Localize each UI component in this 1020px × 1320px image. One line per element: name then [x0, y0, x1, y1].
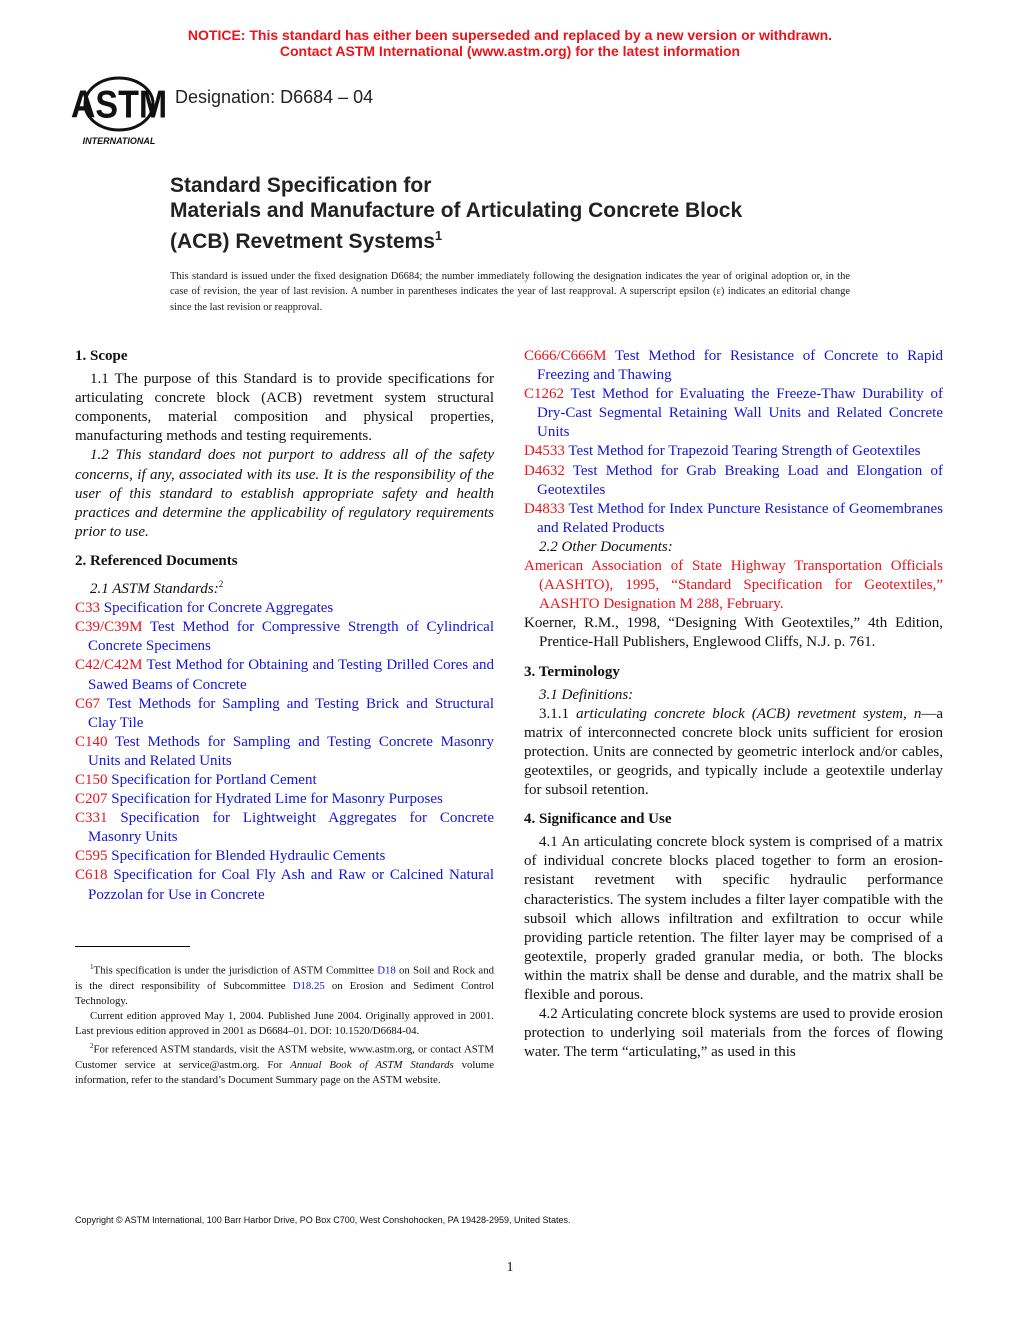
reference-item[interactable] — [75, 599, 494, 618]
reference-code[interactable]: C618 — [75, 867, 108, 884]
reference-code[interactable]: C150 — [75, 771, 108, 788]
reference-code[interactable]: C67 — [75, 695, 101, 712]
title-line1: Standard Specification for — [170, 174, 432, 197]
notice-line1: NOTICE: This standard has either been superseded and replaced by a new version or withdrawn. — [187, 27, 833, 43]
reference-item[interactable] — [75, 809, 494, 847]
significance-heading: 4. Significance and Use — [524, 811, 672, 828]
reference-code[interactable]: C666/C666M — [524, 348, 607, 364]
definition-acb: 3.1.1 articulating concrete block (ACB) revetment system, n—a matrix of interconnected concrete block units sufficient for erosion protection. Units are connected by geometric interlock and/or cables, geotextiles, or geogrids, and typically include a geotextile underlay for subsoil retention. — [524, 705, 944, 799]
terminology-heading: 3. Terminology — [524, 663, 620, 680]
reference-code[interactable]: D4533 — [524, 443, 565, 460]
scope-heading: 1. Scope — [75, 348, 128, 364]
reference-code[interactable]: C140 — [75, 733, 108, 750]
reference-title[interactable]: Test Methods for Sampling and Testing Concrete Masonry Units and Related Units — [88, 733, 495, 769]
reference-code[interactable]: C331 — [75, 810, 108, 827]
footnote-1: $^1$This specification is under the jurisdiction of ASTM Committee D18 on Soil and Rock and is the direct responsibility of Subcommittee D18.25 on Erosion and Sediment Control Technology. — [75, 963, 494, 1007]
page-number: 1 — [506, 1260, 514, 1275]
reference-title[interactable]: Specification for Portland Cement — [111, 771, 317, 788]
reference-title[interactable]: Test Method for Trapezoid Tearing Strength of Geotextiles — [568, 443, 921, 460]
reference-code[interactable]: C1262 — [524, 386, 565, 403]
reference-item[interactable] — [75, 771, 494, 790]
reference-code[interactable]: C42/C42M — [75, 657, 143, 674]
reference-item[interactable] — [75, 790, 494, 809]
reference-title[interactable]: Test Methods for Sampling and Testing Brick and Structural Clay Tile — [88, 695, 494, 731]
footnote-2: $^2$For referenced ASTM standards, visit the ASTM website, www.astm.org, or contact ASTM Customer service at service@astm.org. For Annual Book of ASTM Standards volume information, refer to the standard’s Document Summary page on the ASTM website. — [75, 1042, 494, 1086]
reference-item[interactable] — [524, 442, 943, 461]
reference-item[interactable] — [75, 618, 494, 656]
reference-title[interactable]: Specification for Hydrated Lime for Masonry Purposes — [111, 791, 443, 808]
scope-1-1: 1.1 The purpose of this Standard is to provide specifications for articulating concrete block (ACB) revetment system structural components, material composition and physical properties, manufacturing methods and testing requirements. — [75, 371, 494, 445]
designation: Designation: D6684 – 04 — [175, 87, 374, 107]
svg-text:ASTM: ASTM — [70, 82, 168, 127]
notice-banner — [0, 27, 1020, 59]
link-d18-25[interactable]: D18.25 — [292, 979, 325, 992]
right-column — [524, 347, 943, 1062]
reference-title[interactable]: Test Method for Obtaining and Testing Drilled Cores and Sawed Beams of Concrete — [88, 657, 494, 693]
footnote-divider — [75, 946, 190, 947]
significance-4-1: 4.1 An articulating concrete block system is comprised of a matrix of individual concrete blocks placed together to form an erosion-resistant revetment with specific hydraulic performance characteristics. The system includes a filter layer compatible with the subsoil which allows infiltration and exfiltration to occur while providing particle retention. The filter layer may be comprised of a geotextile, properly graded granular media, or both. The blocks within the matrix shall be dense and durable, and the matrix shall be flexible and porous. — [524, 834, 943, 1003]
reference-code[interactable]: C39/C39M — [75, 619, 143, 636]
reference-title[interactable]: Test Method for Evaluating the Freeze-Thaw Durability of Dry-Cast Segmental Retaining Wall Units and Related Concrete Units — [537, 386, 943, 441]
reference-code[interactable]: D4833 — [524, 500, 565, 517]
reference-title[interactable]: Specification for Lightweight Aggregates for Concrete Masonry Units — [88, 810, 495, 846]
reference-title[interactable]: Test Method for Compressive Strength of Cylindrical Concrete Specimens — [88, 619, 494, 655]
reference-title[interactable]: Specification for Coal Fly Ash and Raw or Calcined Natural Pozzolan for Use in Concrete — [88, 867, 495, 903]
link-d18[interactable]: D18 — [377, 964, 396, 977]
reference-aashto[interactable]: American Association of State Highway Transportation Officials (AASHTO), 1995, “Standard Specification for Geotextiles,” AASHTO Designation M 288, February. — [524, 558, 943, 613]
reference-item[interactable] — [75, 847, 494, 866]
reference-item[interactable] — [524, 500, 943, 538]
left-column — [75, 347, 494, 905]
reference-item[interactable] — [524, 462, 943, 500]
reference-title[interactable]: Test Method for Index Puncture Resistance of Geomembranes and Related Products — [537, 500, 943, 536]
reference-item[interactable] — [75, 733, 494, 771]
reference-code[interactable]: D4632 — [524, 462, 565, 479]
reference-code[interactable]: C595 — [75, 848, 108, 865]
reference-code[interactable]: C207 — [75, 791, 108, 808]
reference-title[interactable]: Specification for Concrete Aggregates — [103, 600, 334, 617]
title-line3: (ACB) Revetment Systems$^1$ — [170, 228, 443, 253]
reference-koerner: Koerner, R.M., 1998, “Designing With Geotextiles,” 4th Edition, Prentice-Hall Publishers, Englewood Cliffs, N.J. p. 761. — [524, 615, 943, 651]
reference-title[interactable]: Test Method for Resistance of Concrete to Rapid Freezing and Thawing — [537, 348, 943, 384]
issued-note: This standard is issued under the fixed designation D6684; the number immediately following the designation indicates the year of original adoption or, in the case of revision, the year of last revision. A number in parentheses indicates the year of last reapproval. A superscript epsilon (ε) indicates an editorial change since the last revision or reapproval. — [170, 271, 850, 313]
astm-standards-label: 2.1 ASTM Standards:$^2$ — [90, 579, 224, 598]
astm-logo — [70, 74, 168, 146]
referenced-heading: 2. Referenced Documents — [75, 552, 238, 569]
other-documents-label: 2.2 Other Documents: — [539, 538, 673, 555]
scope-1-2: 1.2 This standard does not purport to address all of the safety concerns, if any, associated with its use. It is the responsibility of the user of this standard to establish appropriate safety and health practices and determine the applicability of regulatory requirements prior to use. — [75, 447, 494, 540]
footnotes — [75, 960, 494, 1088]
copyright: Copyright © ASTM International, 100 Barr Harbor Drive, PO Box C700, West Conshohocken, PA 19428-2959, United States. — [75, 1215, 571, 1225]
reference-item[interactable] — [524, 347, 943, 385]
definitions-label: 3.1 Definitions: — [539, 686, 634, 703]
reference-item[interactable] — [524, 385, 943, 442]
reference-title[interactable]: Test Method for Grab Breaking Load and Elongation of Geotextiles — [537, 462, 943, 498]
footnote-mark: 1 — [434, 228, 443, 243]
footnote-edition: Current edition approved May 1, 2004. Published June 2004. Originally approved in 2001. Last previous edition approved in 2001 as D6684–01. DOI: 10.1520/D6684-04. — [75, 1009, 494, 1037]
title-line2: Materials and Manufacture of Articulating Concrete Block — [170, 199, 743, 222]
notice-line2: Contact ASTM International (www.astm.org) for the latest information — [279, 43, 741, 59]
reference-item[interactable] — [75, 695, 494, 733]
reference-title[interactable]: Specification for Blended Hydraulic Cements — [111, 848, 386, 865]
reference-item[interactable] — [75, 656, 494, 694]
reference-code[interactable]: C33 — [75, 600, 101, 617]
significance-4-2: 4.2 Articulating concrete block systems are used to provide erosion protection to underlying soil materials from the forces of flowing water. The term “articulating,” as used in this — [524, 1006, 943, 1061]
svg-text:INTERNATIONAL: INTERNATIONAL — [82, 136, 156, 146]
reference-item[interactable] — [75, 866, 494, 904]
document-title — [170, 173, 742, 254]
